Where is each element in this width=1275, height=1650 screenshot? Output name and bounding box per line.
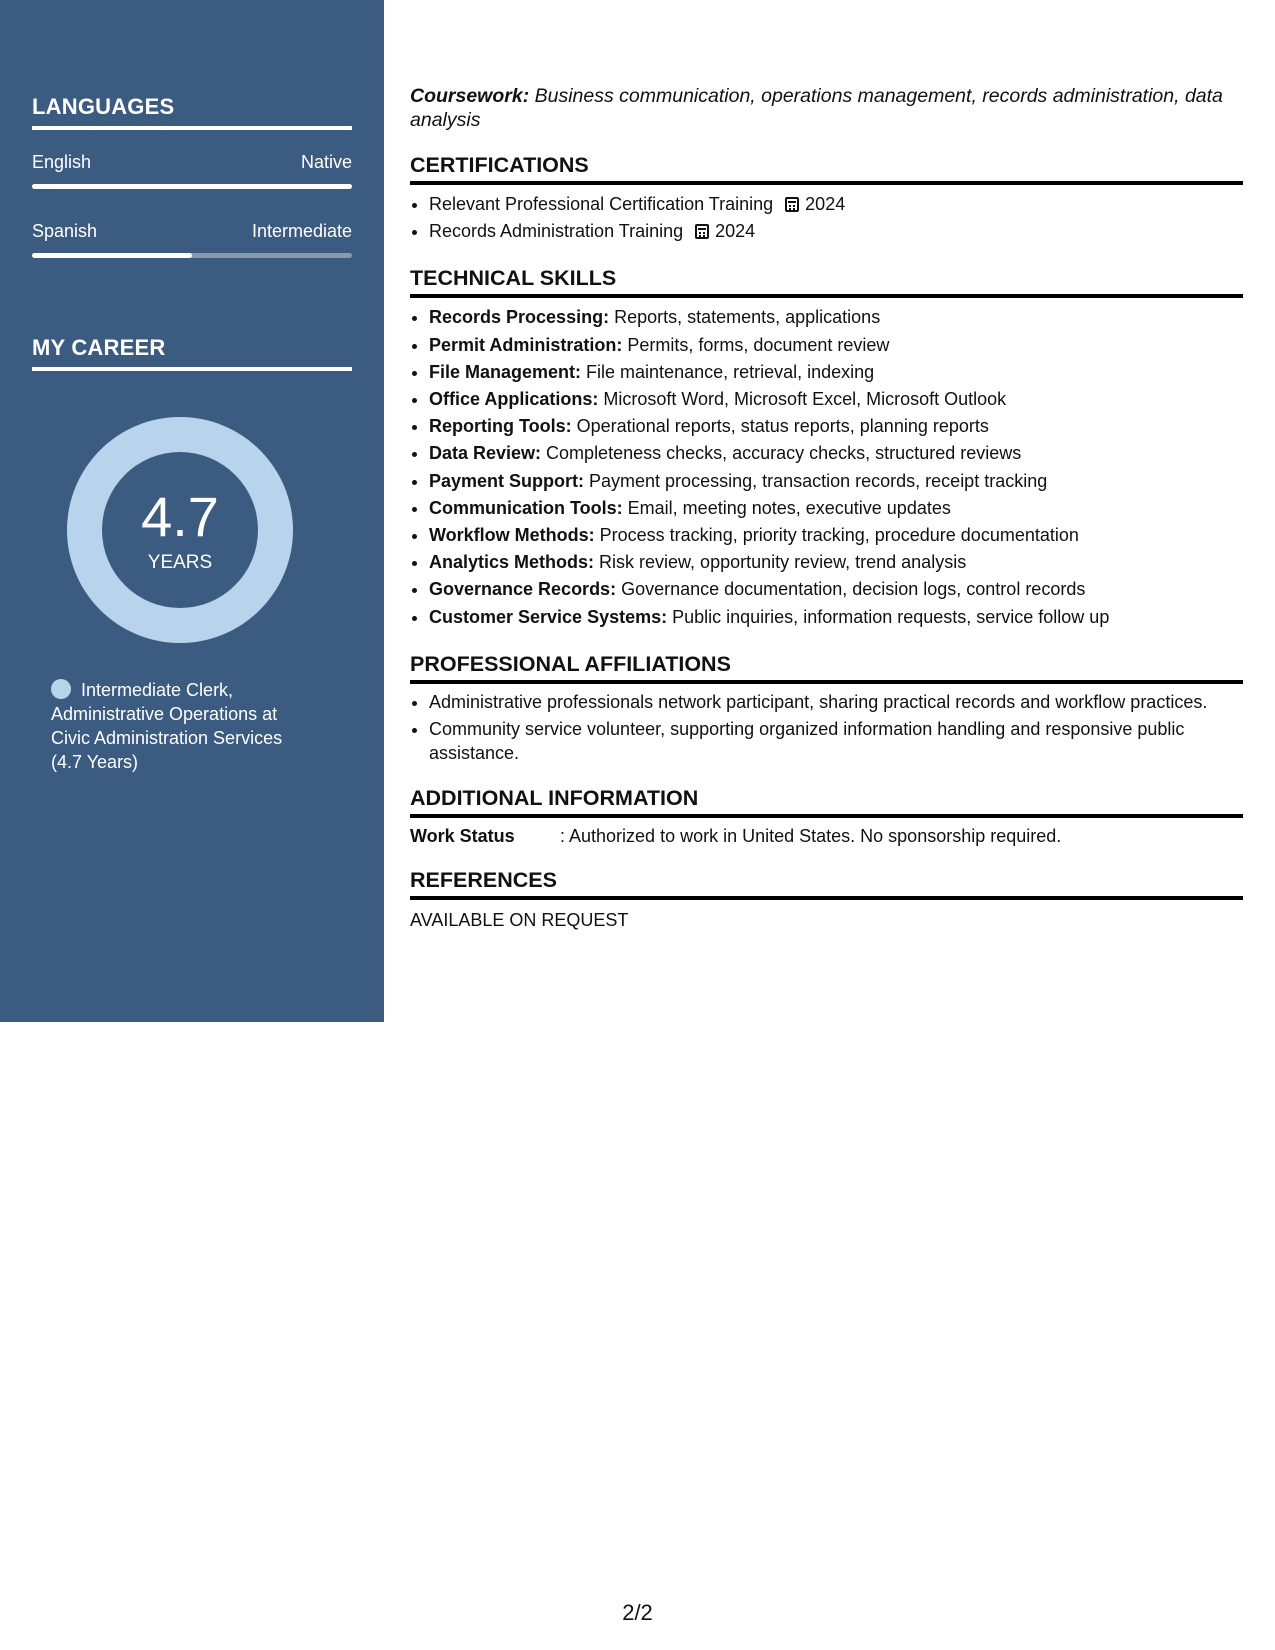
- list-item: [429, 191, 1243, 218]
- affiliations-list: [410, 690, 1243, 765]
- page-number: 2/2: [622, 1600, 653, 1625]
- career-item: [51, 678, 311, 774]
- additional-info-section: [410, 785, 1243, 847]
- skill-text: Permits, forms, document review: [622, 334, 890, 355]
- language-proficiency-bar: [32, 184, 352, 189]
- sidebar: [0, 0, 384, 1022]
- skill-label: Governance Records:: [429, 579, 617, 600]
- certification-year: 2024: [805, 194, 846, 214]
- list-item: [429, 495, 1243, 522]
- certification-name: Relevant Professional Certification Training: [429, 194, 774, 214]
- skill-label: Records Processing:: [429, 307, 610, 328]
- languages-rule: [32, 126, 352, 130]
- career-dot-icon: [51, 679, 71, 699]
- work-status-value: : Authorized to work in United States. No sponsorship required.: [560, 825, 1062, 846]
- work-status-label: Work Status: [410, 825, 515, 846]
- work-status-row: [410, 826, 1243, 847]
- language-proficiency-fill: [32, 184, 352, 189]
- list-item: [429, 218, 1243, 245]
- list-item: [429, 386, 1243, 413]
- skill-label: Communication Tools:: [429, 497, 623, 518]
- career-rule: [32, 367, 352, 371]
- technical-skills-heading: TECHNICAL SKILLS: [410, 265, 1243, 298]
- skill-text: Reports, statements, applications: [609, 307, 881, 328]
- certifications-heading: CERTIFICATIONS: [410, 152, 1243, 185]
- list-item: [429, 576, 1243, 603]
- list-item: • Community service volunteer, supporting organized information handling and responsive public assistance.: [429, 717, 1243, 765]
- skill-text: Completeness checks, accuracy checks, structured reviews: [541, 443, 1022, 464]
- list-item: [429, 440, 1243, 467]
- language-row: [32, 152, 352, 173]
- references-heading: REFERENCES: [410, 867, 1243, 900]
- affiliations-section: [410, 651, 1243, 765]
- skill-label: File Management:: [429, 361, 582, 382]
- certifications-list: [410, 191, 1243, 245]
- references-text: AVAILABLE ON REQUEST: [410, 909, 629, 930]
- skill-text: Governance documentation, decision logs, control records: [616, 579, 1086, 600]
- skill-label: Office Applications:: [429, 389, 599, 410]
- skill-label: Reporting Tools:: [429, 416, 572, 437]
- skill-text: Email, meeting notes, executive updates: [622, 497, 951, 518]
- affiliations-heading: PROFESSIONAL AFFILIATIONS: [410, 651, 1243, 684]
- list-item: [429, 549, 1243, 576]
- skill-text: File maintenance, retrieval, indexing: [581, 361, 875, 382]
- additional-info-heading: ADDITIONAL INFORMATION: [410, 785, 1243, 818]
- language-row: [32, 221, 352, 242]
- references-section: [410, 867, 1243, 931]
- certification-name: Records Administration Training: [429, 221, 684, 242]
- career-years-center: [102, 452, 258, 608]
- list-item: [429, 468, 1243, 495]
- skill-label: Permit Administration:: [429, 334, 623, 355]
- skill-text: Process tracking, priority tracking, procedure documentation: [594, 525, 1079, 546]
- list-item: [429, 332, 1243, 359]
- skill-text: Risk review, opportunity review, trend analysis: [594, 552, 967, 573]
- list-item: [429, 604, 1243, 631]
- skill-text: Microsoft Word, Microsoft Excel, Microsoft Outlook: [598, 389, 1007, 410]
- language-proficiency-fill: [32, 253, 192, 258]
- list-item: [429, 304, 1243, 331]
- language-name: Spanish: [32, 221, 98, 241]
- language-proficiency-bar: [32, 253, 352, 258]
- calendar-icon: [785, 197, 799, 212]
- coursework: [410, 84, 1243, 132]
- skill-label: Payment Support:: [429, 470, 585, 491]
- technical-skills-section: [410, 265, 1243, 630]
- skill-label: Workflow Methods:: [429, 525, 595, 546]
- calendar-icon: [695, 224, 709, 239]
- skill-label: Data Review:: [429, 443, 542, 464]
- skills-list: [410, 304, 1243, 630]
- career-item-text: Intermediate Clerk, Administrative Operations at Civic Administration Services (4.7 Years): [51, 680, 283, 772]
- coursework-label: Coursework:: [410, 85, 530, 107]
- main-content: [410, 84, 1243, 931]
- certifications-section: [410, 152, 1243, 245]
- list-item: [429, 413, 1243, 440]
- career-heading: MY CAREER: [32, 335, 166, 360]
- career-years-value: 4.7: [141, 485, 219, 548]
- language-level: Intermediate: [251, 221, 352, 241]
- list-item: • Administrative professionals network participant, sharing practical records and workflow practices.: [429, 690, 1243, 714]
- skill-label: Analytics Methods:: [429, 552, 595, 573]
- skill-text: Operational reports, status reports, planning reports: [571, 416, 989, 437]
- skill-text: Payment processing, transaction records, receipt tracking: [584, 470, 1048, 491]
- coursework-text: Business communication, operations management, records administration, data analysis: [410, 85, 1223, 131]
- career-years-ring: [67, 417, 293, 643]
- language-level: Native: [300, 152, 352, 172]
- career-years-unit: YEARS: [147, 552, 213, 573]
- list-item: [429, 359, 1243, 386]
- skill-text: Public inquiries, information requests, service follow up: [667, 606, 1110, 627]
- list-item: [429, 522, 1243, 549]
- skill-label: Customer Service Systems:: [429, 606, 668, 627]
- languages-heading: LANGUAGES: [32, 94, 175, 119]
- language-name: English: [32, 152, 92, 172]
- certification-year: 2024: [715, 221, 756, 242]
